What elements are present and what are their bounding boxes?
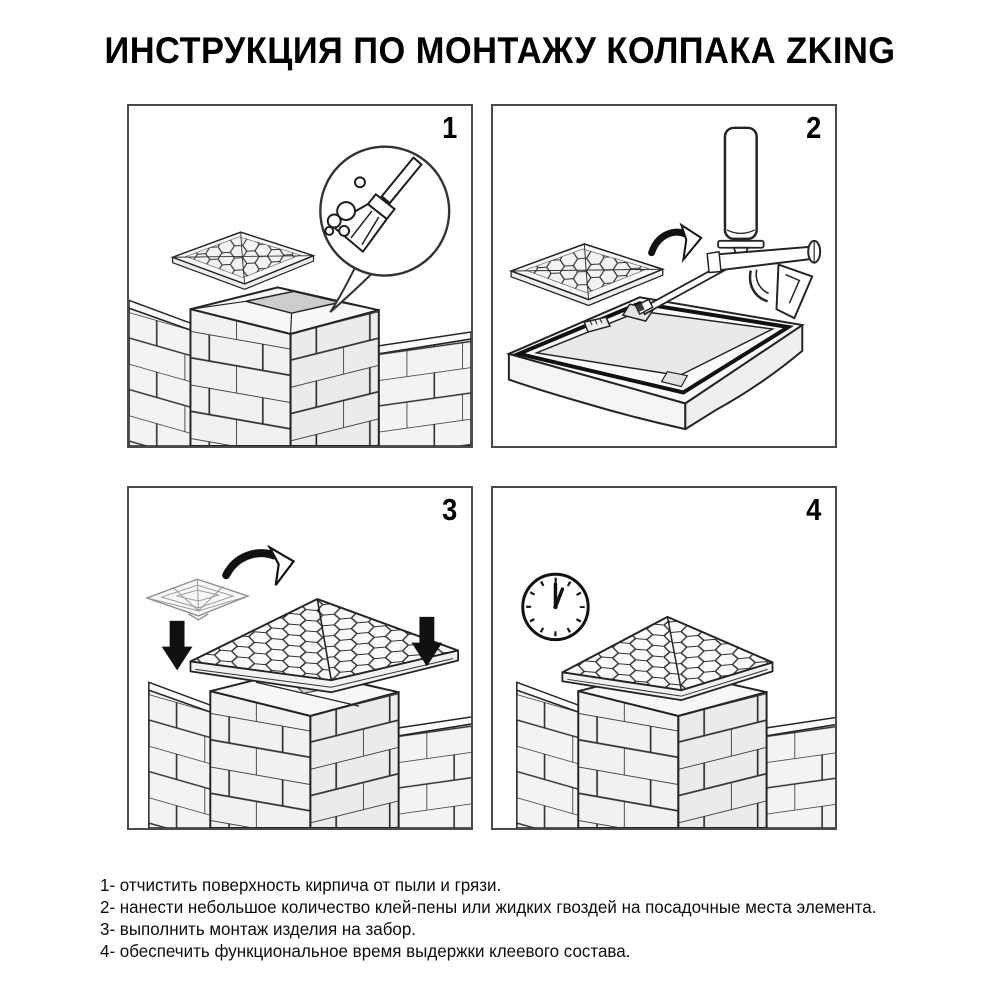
flip-arrow-icon	[652, 225, 702, 260]
panel-step-1	[127, 104, 473, 448]
panel-1-drawing	[129, 106, 471, 446]
instruction-step-2: 2- нанести небольшое количество клей-пены или жидких гвоздей на посадочные места элемента.	[100, 897, 877, 917]
foam-canister	[725, 128, 757, 239]
panel-4-drawing	[493, 488, 835, 828]
step-number-4: 4	[805, 492, 821, 527]
clock-icon	[523, 574, 588, 639]
foam-gun-icon	[636, 128, 820, 318]
panel-3-drawing	[129, 488, 471, 828]
panel-step-4	[491, 486, 837, 830]
cap-top-view-icon	[511, 244, 663, 306]
flip-arrow-icon	[226, 547, 293, 585]
panel-step-2	[491, 104, 837, 448]
cap-top-view-icon	[173, 232, 314, 289]
panel-2-drawing	[493, 106, 835, 446]
inverted-cap-ghost-icon	[147, 579, 248, 620]
instruction-step-1: 1- отчистить поверхность кирпича от пыли и грязи.	[100, 875, 502, 895]
brick-pillar-and-walls	[149, 669, 471, 828]
instruction-step-4: 4- обеспечить функциональное время выдержки клеевого состава.	[100, 941, 631, 961]
panel-step-3	[127, 486, 473, 830]
step-number-2: 2	[805, 110, 821, 145]
step-number-1: 1	[441, 110, 457, 145]
page-title: ИНСТРУКЦИЯ ПО МОНТАЖУ КОЛПАКА ZKING	[104, 30, 896, 71]
instructions-list	[100, 874, 954, 962]
instruction-step-3: 3- выполнить монтаж изделия на забор.	[100, 919, 417, 939]
cap-underside-icon	[509, 297, 802, 429]
step-number-3: 3	[441, 492, 457, 527]
down-arrow-icon	[162, 621, 193, 671]
